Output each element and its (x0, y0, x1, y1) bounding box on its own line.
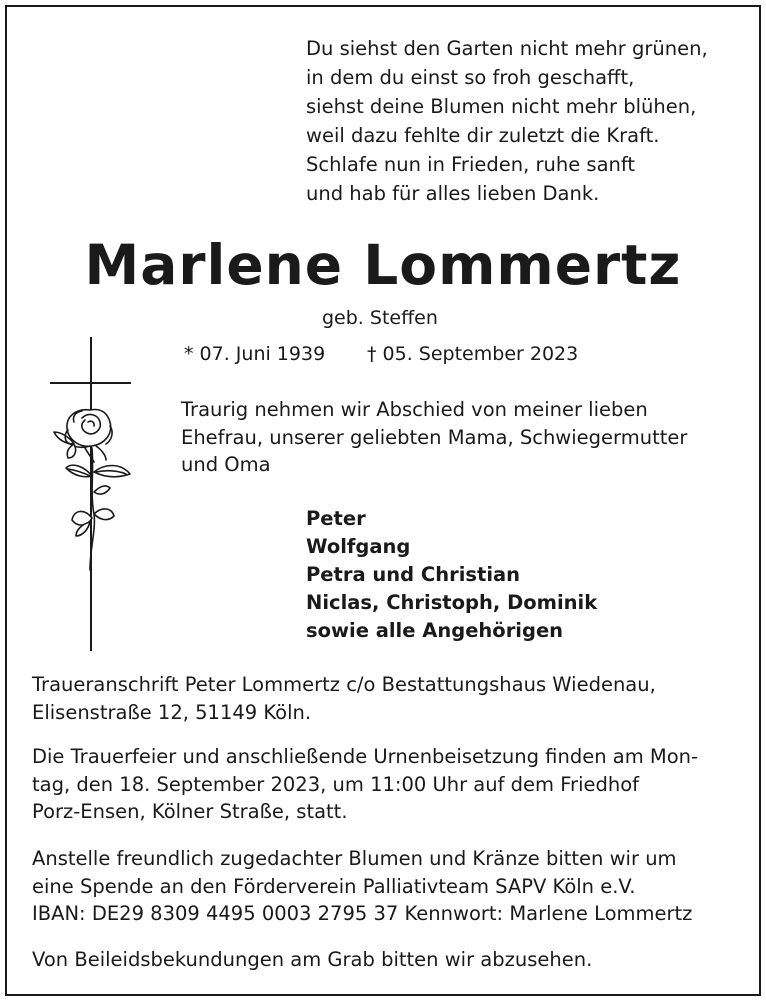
mourning-text: Traurig nehmen wir Abschied von meiner lieben Ehefrau, unserer geliebten Mama, Schwiegermutter und Oma (181, 398, 688, 476)
ceremony-line: Porz-Ensen, Kölner Straße, statt. (32, 800, 348, 823)
closing-note (32, 946, 592, 974)
poem-line: Schlafe nun in Frieden, ruhe sanft (306, 153, 636, 176)
donation-info (32, 845, 692, 928)
poem (306, 34, 708, 208)
birth-name: geb. Steffen (322, 307, 438, 329)
closing-line: Von Beileidsbekundungen am Grab bitten wir abzusehen. (32, 948, 593, 971)
birth-date: * 07. Juni 1939 (184, 343, 326, 365)
family-member: Peter (306, 507, 366, 530)
family-member: sowie alle Angehörigen (306, 619, 564, 642)
poem-line: Du siehst den Garten nicht mehr grünen, (306, 37, 708, 60)
poem-line: und hab für alles lieben Dank. (306, 182, 600, 205)
donation-line: IBAN: DE29 8309 4495 0003 2795 37 Kennwort: Marlene Lommertz (32, 902, 693, 925)
ceremony-line: tag, den 18. September 2023, um 11:00 Uhr auf dem Friedhof (32, 772, 640, 796)
family-list (306, 505, 597, 645)
rose-icon (44, 402, 136, 572)
donation-line: Anstelle freundlich zugedachter Blumen und Kränze bitten wir um (32, 847, 677, 870)
family-member: Niclas, Christoph, Dominik (306, 591, 598, 614)
address-line: Elisenstraße 12, 51149 Köln. (32, 700, 312, 724)
ceremony-line: Die Trauerfeier und anschließende Urnenbeisetzung finden am Mon- (32, 745, 699, 768)
mourning-address (32, 671, 656, 726)
poem-line: weil dazu fehlte dir zuletzt die Kraft. (306, 124, 660, 147)
poem-line: in dem du einst so froh geschafft, (306, 66, 635, 89)
donation-line: eine Spende an den Förderverein Palliativteam SAPV Köln e.V. (32, 874, 636, 898)
address-line: Traueranschrift Peter Lommertz c/o Bestattungshaus Wiedenau, (32, 673, 656, 696)
poem-line: siehst deine Blumen nicht mehr blühen, (306, 95, 697, 118)
family-member: Petra und Christian (306, 563, 521, 586)
deceased-name: Marlene Lommertz (84, 233, 682, 297)
ceremony-info (32, 743, 698, 826)
cross-bar (50, 382, 131, 384)
death-date: † 05. September 2023 (367, 343, 579, 365)
family-member: Wolfgang (306, 535, 411, 558)
